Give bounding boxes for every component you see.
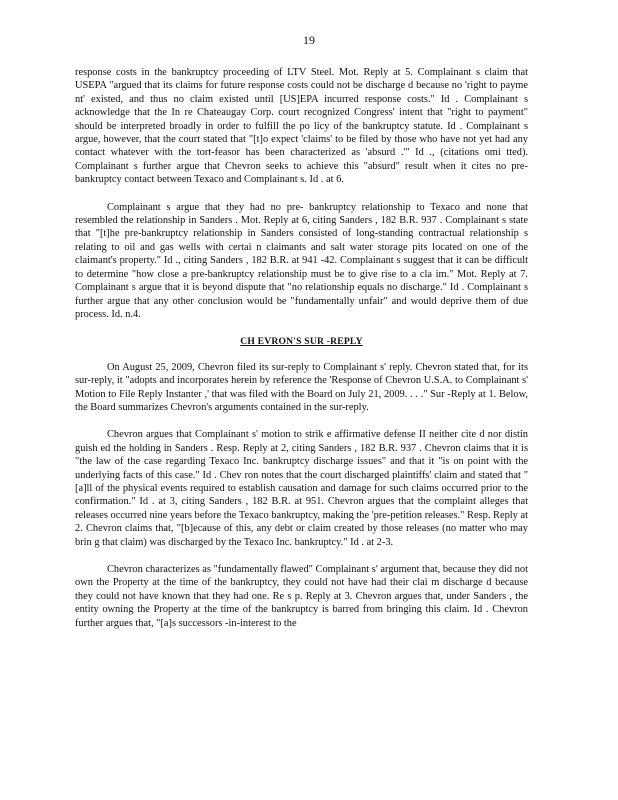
paragraph-sanders-holding: Chevron argues that Complainant s' motion to strik e affirmative defense II neither cite d nor distin guish ed the holding in Sanders . Resp. Reply at 2, citing Sanders , 182 B.R. 937 . Chevron claims that it is "the law of the case regarding Texaco Inc. bankruptcy discharge issues" and that it "is on point with the underlying facts of this case." Id . Chev ron notes that the court discharged plaintiffs' claim and stated that "[a]ll of the physical events required to establish causation and damage for such claims occurred prior to the confirmation." Id . at 3, citing Sanders , 182 B.R. at 951. Chevron argues that the complaint alleges that releases occurred nine years before the Texaco bankruptcy, making the 'pre-petition releases." Resp. Reply at 2. Chevron claims that, "[b]ecause of this, any debt or claim created by those releases (no matter who may brin g that claim) was discharged by the Texaco Inc. bankruptcy." Id . at 2-3. [75, 429, 528, 548]
paragraph-pre-bankruptcy-relationship: Complainant s argue that they had no pre- bankruptcy relationship to Texaco and none that resembled the relationship in Sanders . Mot. Reply at 6, citing Sanders , 182 B.R. 937 . Complainant s state that "[t]he pre-bankruptcy relationship in Sanders consisted of long-standing contractual relationship s relating to oil and gas wells with certai n claimants and salt water storage pits located on one of the claimant's property." Id ., citing Sanders , 182 B.R. at 941 -42. Complainant s suggest that it can be difficult to determine "how close a pre-bankruptcy relationship must be to give rise to a cla im." Mot. Reply at 7. Complainant s argue that it is beyond dispute that "no relationship equals no discharge." Id . Complainant s further argue that any other conclusion would be "fundamentally unfair" and would deprive them of due process. Id. n.4. [75, 201, 528, 320]
document-body [75, 66, 528, 644]
paragraph-ltv-steel: response costs in the bankruptcy proceeding of LTV Steel. Mot. Reply at 5. Complainant s claim that USEPA "argued that its claims for future response costs could not be discharge d because no 'right to payme nt' existed, and thus no claim existed until [US]EPA incurred response costs." Id . Complainant s acknowledge that the In re Chateaugay Corp. court recognized Congress' intent that "right to payment" should be interpreted broadly in order to fulfill the po licy of the bankruptcy statute. Id . Complainant s argue, however, that the court stated that "[t]o expect 'claims' to be filed by those who have not yet had any contact whatever with the tort-feasor has been characterized as 'absurd .'" Id ., (citations omi tted). Complainant s further argue that Chevron seeks to achieve this "absurd" result when it cites no pre-bankruptcy contact between Texaco and Complainant s. Id . at 6. [75, 67, 528, 186]
section-heading-chevrons-sur-reply: CH EVRON'S SUR -REPLY [240, 336, 363, 348]
page-number: 19 [303, 33, 315, 47]
paragraph-sur-reply-filing: On August 25, 2009, Chevron filed its sur-reply to Complainant s' reply. Chevron stated that, for its sur-reply, it "adopts and incorporates herein by reference the 'Response of Chevron U.S.A. to Complainant s' Motion to File Reply Instanter ,' that was filed with the Board on July 21, 2009. . . ." Sur -Reply at 1. Below, the Board summarizes Chevron's arguments contained in the sur-reply. [75, 361, 528, 413]
paragraph-fundamentally-flawed: Chevron characterizes as "fundamentally flawed" Complainant s' argument that, because they did not own the Property at the time of the bankruptcy, they could not have had their clai m discharge d because they could not have known that they had one. Re s p. Reply at 3. Chevron argues that, under Sanders , the entity owning the Property at the time of the bankruptcy is barred from bringing this claim. Id . Chevron further argues that, "[a]s successors -in-interest to the [75, 564, 528, 629]
